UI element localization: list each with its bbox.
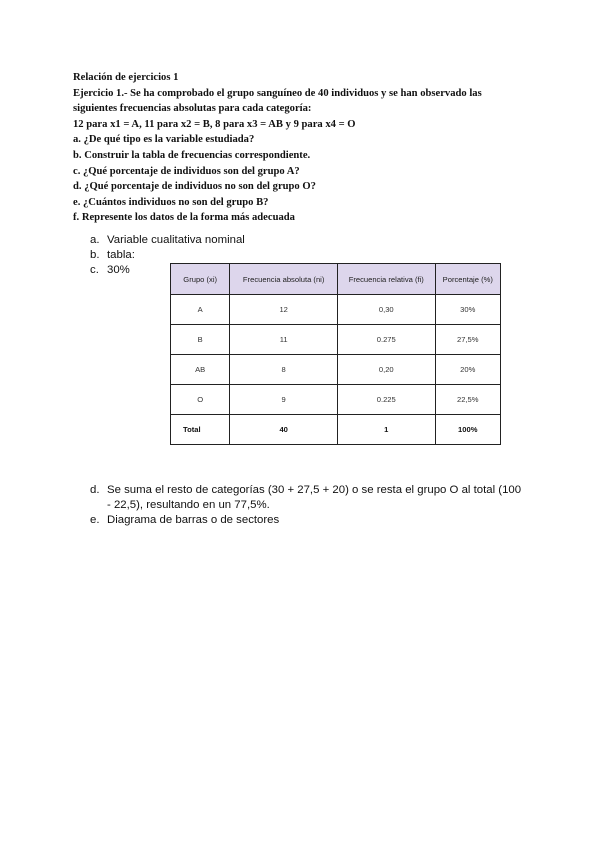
data-line: 12 para x1 = A, 11 para x2 = B, 8 para x3 = AB y 9 para x4 = O bbox=[73, 118, 356, 130]
table-cell: 9 bbox=[230, 385, 338, 415]
column-header: Frecuencia absoluta (ni) bbox=[230, 264, 338, 295]
answers-bottom bbox=[90, 483, 525, 528]
table-cell: 1 bbox=[337, 415, 435, 445]
answer-b bbox=[90, 248, 510, 263]
table-cell: 20% bbox=[435, 355, 500, 385]
question-b: b. Construir la tabla de frecuencias correspondiente. bbox=[73, 149, 311, 161]
table-cell: 22,5% bbox=[435, 385, 500, 415]
table-total-row bbox=[171, 415, 501, 445]
table-cell: 0,30 bbox=[337, 295, 435, 325]
column-header: Frecuencia relativa (fi) bbox=[337, 264, 435, 295]
table-cell: 30% bbox=[435, 295, 500, 325]
table-row bbox=[171, 295, 501, 325]
table-cell: B bbox=[171, 325, 230, 355]
table-cell: 12 bbox=[230, 295, 338, 325]
answer-text: Variable cualitativa nominal bbox=[107, 234, 245, 246]
table-cell: O bbox=[171, 385, 230, 415]
answer-d bbox=[90, 483, 525, 513]
answer-marker: e. bbox=[90, 514, 100, 526]
table-cell: 40 bbox=[230, 415, 338, 445]
question-c: c. ¿Qué porcentaje de individuos son del grupo A? bbox=[73, 165, 300, 177]
answer-text: 30% bbox=[107, 264, 130, 276]
exercise-heading: Relación de ejercicios 1 bbox=[73, 72, 179, 83]
table-cell: AB bbox=[171, 355, 230, 385]
table-cell: 8 bbox=[230, 355, 338, 385]
question-d: d. ¿Qué porcentaje de individuos no son del grupo O? bbox=[73, 181, 316, 193]
table-cell: A bbox=[171, 295, 230, 325]
answer-marker: c. bbox=[90, 264, 99, 276]
exercise-statement bbox=[73, 70, 533, 226]
table-cell: 0.225 bbox=[337, 385, 435, 415]
statement-line: siguientes frecuencias absolutas para cada categoría: bbox=[73, 103, 312, 115]
question-f: f. Represente los datos de la forma más adecuada bbox=[73, 212, 295, 224]
answer-text: Se suma el resto de categorías (30 + 27,5 + 20) o se resta el grupo O al total (100 - 22,5), resultando en un 77,5%. bbox=[107, 484, 522, 511]
frequency-table bbox=[170, 263, 501, 445]
column-header: Porcentaje (%) bbox=[435, 264, 500, 295]
table-row bbox=[171, 355, 501, 385]
table-header-row bbox=[171, 264, 501, 295]
question-e: e. ¿Cuántos individuos no son del grupo B? bbox=[73, 196, 269, 208]
table-cell: Total bbox=[171, 415, 230, 445]
answer-marker: a. bbox=[90, 234, 100, 246]
answer-marker: b. bbox=[90, 249, 100, 261]
answer-text: tabla: bbox=[107, 249, 135, 261]
table-cell: 100% bbox=[435, 415, 500, 445]
table-row bbox=[171, 385, 501, 415]
table-cell: 27,5% bbox=[435, 325, 500, 355]
table-cell: 0,20 bbox=[337, 355, 435, 385]
statement-line: Ejercicio 1.- Se ha comprobado el grupo sanguíneo de 40 individuos y se han observado las bbox=[73, 87, 482, 99]
column-header: Grupo (xi) bbox=[171, 264, 230, 295]
table-row bbox=[171, 325, 501, 355]
answer-e bbox=[90, 513, 525, 528]
answer-a bbox=[90, 233, 510, 248]
answer-text: Diagrama de barras o de sectores bbox=[107, 514, 280, 526]
table-cell: 0.275 bbox=[337, 325, 435, 355]
question-a: a. ¿De qué tipo es la variable estudiada? bbox=[73, 134, 255, 146]
answer-marker: d. bbox=[90, 484, 100, 496]
table-cell: 11 bbox=[230, 325, 338, 355]
